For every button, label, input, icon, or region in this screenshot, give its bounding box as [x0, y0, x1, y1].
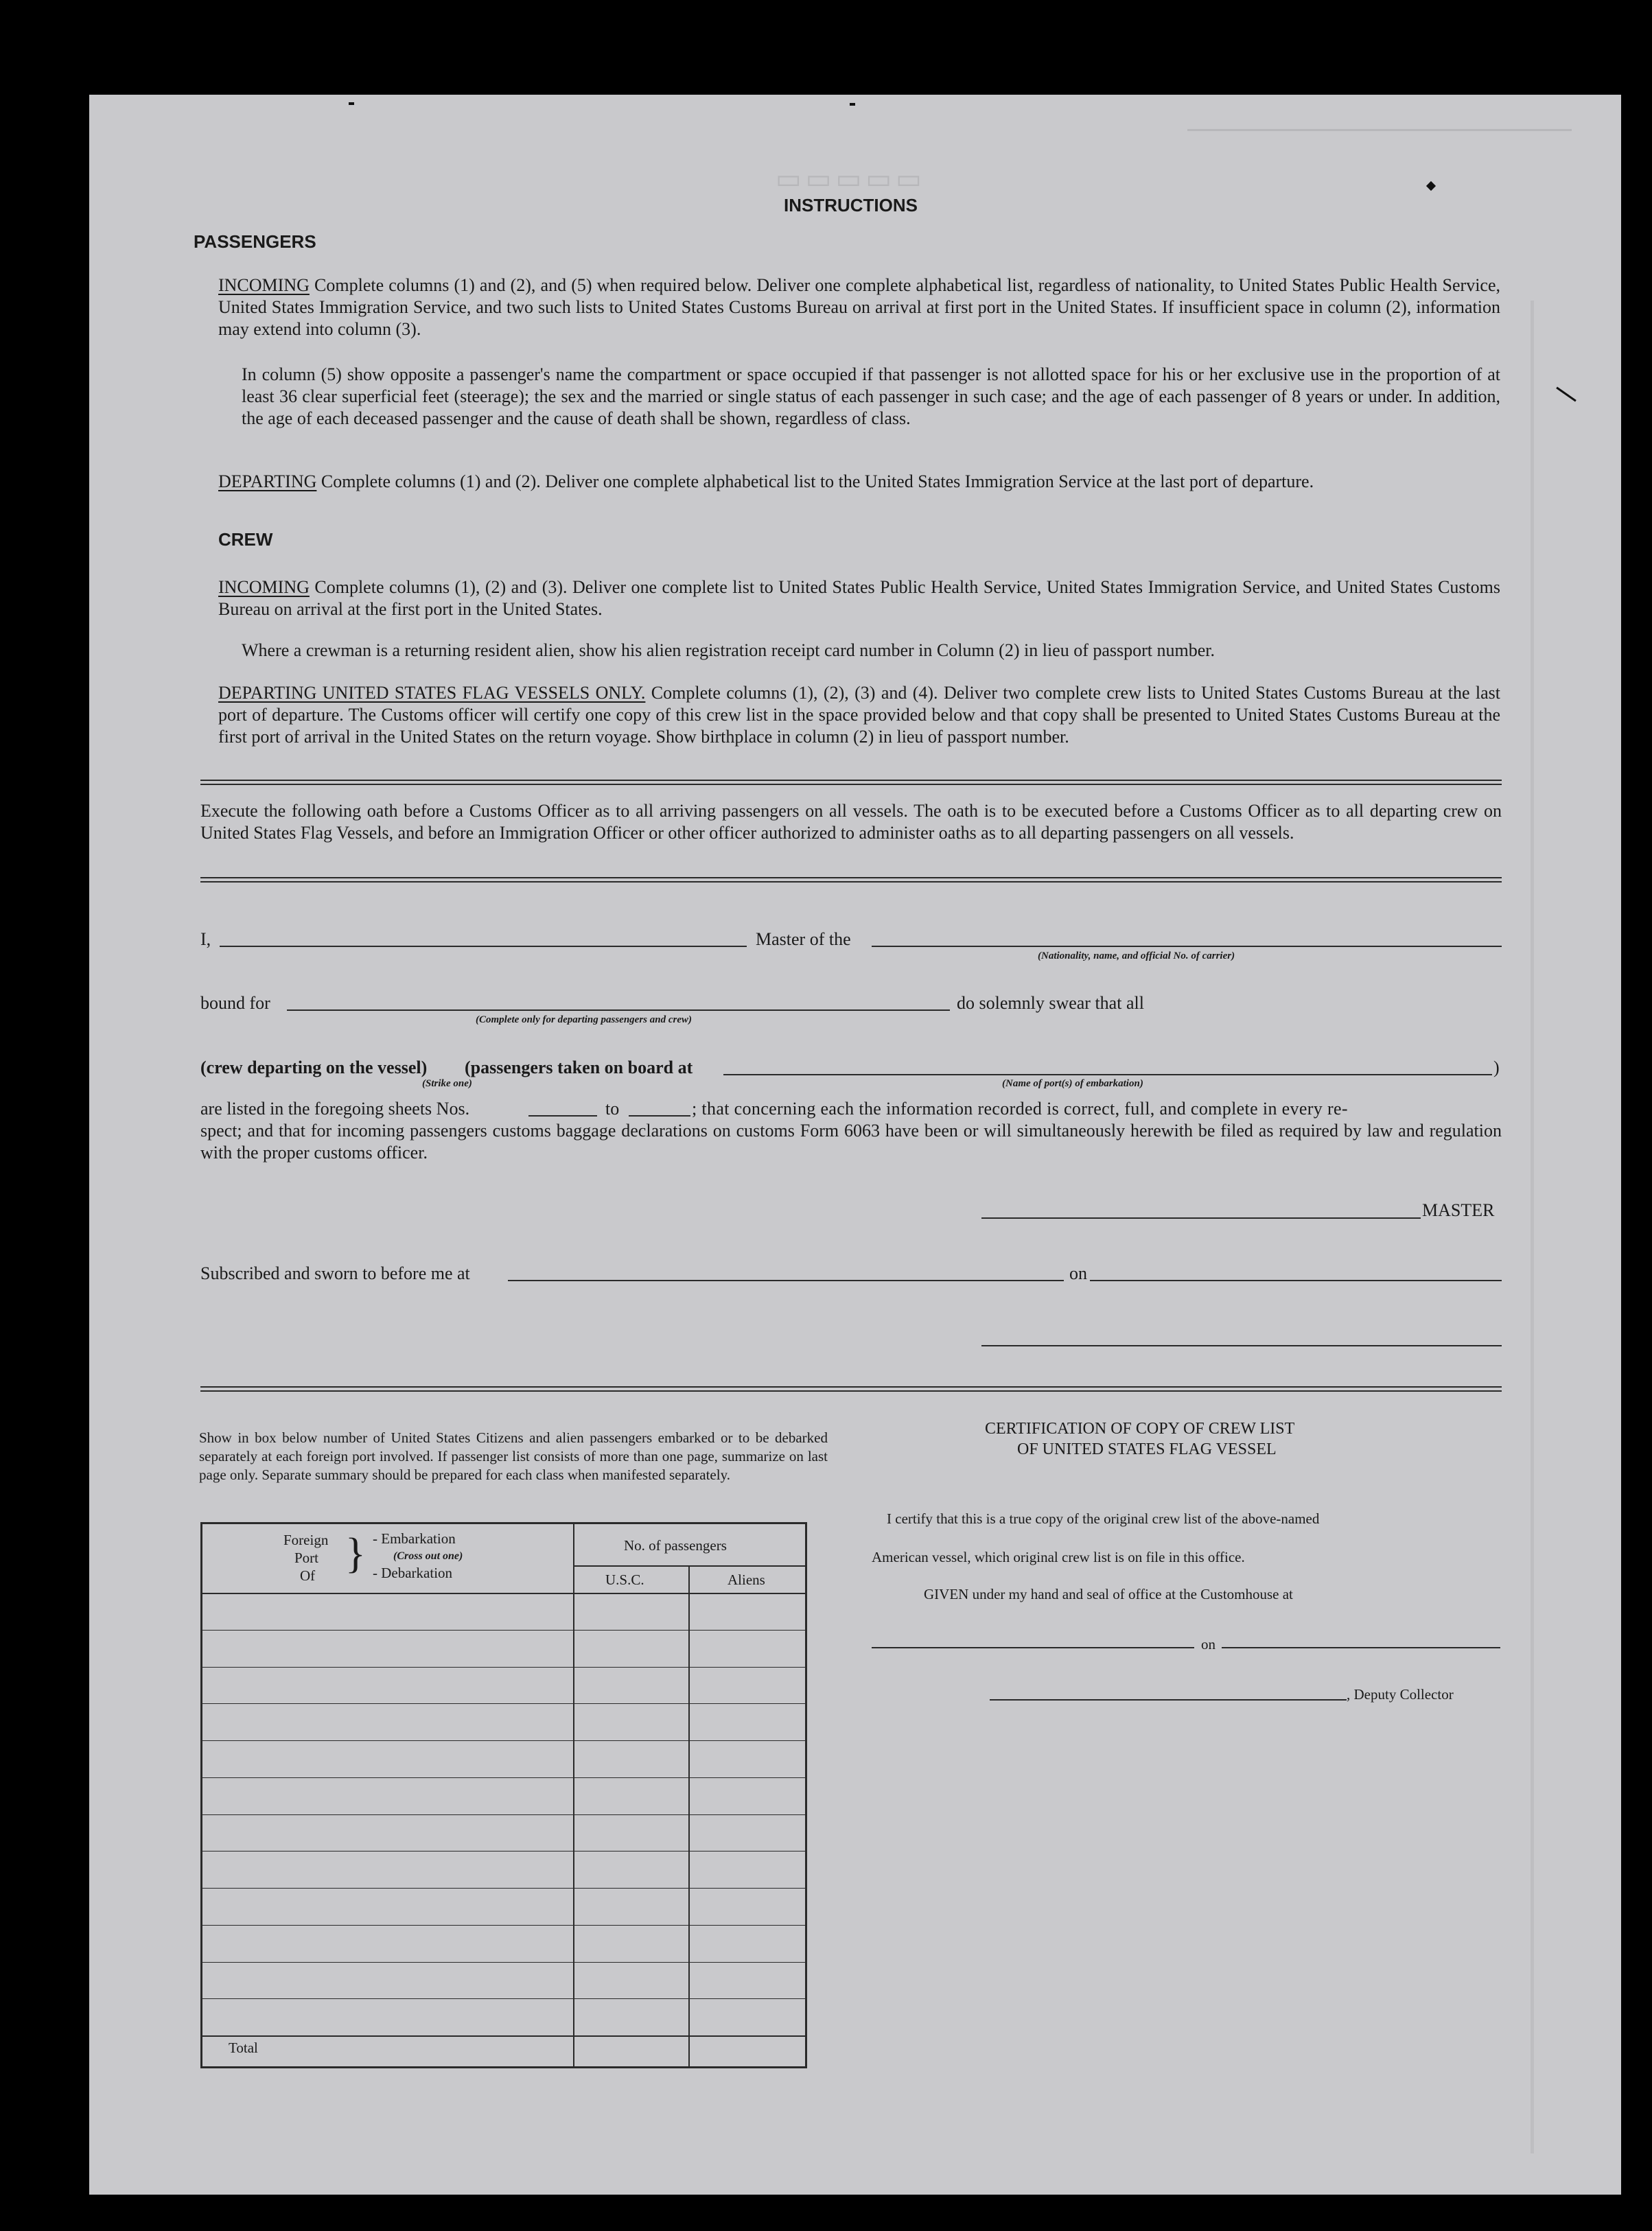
table-row-line: [202, 1888, 805, 1889]
usc-header: U.S.C.: [605, 1572, 644, 1588]
embarkation-port-field[interactable]: [723, 1074, 1492, 1075]
table-row-line: [202, 1777, 805, 1778]
customhouse-field[interactable]: [872, 1647, 1194, 1648]
listed-text-a: are listed in the foregoing sheets Nos.: [200, 1099, 470, 1119]
sworn-date-field[interactable]: [1090, 1280, 1502, 1281]
officer-signature-field[interactable]: [981, 1345, 1502, 1346]
sheet-to-field[interactable]: [629, 1115, 690, 1117]
passengers-incoming-label: INCOMING: [218, 275, 310, 295]
passengers-departing-label: DEPARTING: [218, 471, 317, 491]
table-row-line: [202, 1998, 805, 1999]
table-row-line: [202, 1667, 805, 1668]
table-divider: [688, 1565, 690, 2066]
certification-on-label: on: [1201, 1636, 1215, 1652]
crew-departing-label: DEPARTING UNITED STATES FLAG VESSELS ONLY.: [218, 683, 646, 703]
carrier-field[interactable]: [872, 946, 1502, 947]
no-of-passengers-header: No. of passengers: [624, 1537, 727, 1554]
table-row-line: [202, 1814, 805, 1815]
brace-glyph: }: [345, 1530, 366, 1577]
passengers-heading: PASSENGERS: [194, 231, 316, 252]
bound-for-note: (Complete only for departing passengers and crew): [476, 1014, 692, 1025]
section-divider: [200, 780, 1502, 785]
table-row-line: [202, 1851, 805, 1852]
passenger-summary-table: [200, 1522, 807, 2068]
listed-to: to: [605, 1099, 620, 1119]
table-row-line: [202, 1703, 805, 1704]
embarkation-option[interactable]: - Embarkation: [373, 1530, 456, 1547]
passengers-incoming-text: Complete columns (1) and (2), and (5) when required below. Deliver one complete alphabetical list, regardless of nationality, to United States Public Health Service, United States Immigration Service, and two such lists to United States Customs Bureau on arrival at first port in the United States. If insufficient space in column (2), information may extend into column (3).: [218, 275, 1501, 339]
master-name-field[interactable]: [220, 946, 747, 947]
table-divider: [573, 1565, 805, 1567]
bound-for-label: bound for: [200, 993, 270, 1013]
table-divider: [573, 1524, 574, 2066]
foreign-label: Foreign: [283, 1532, 329, 1548]
table-divider: [202, 2035, 805, 2037]
aliens-header: Aliens: [728, 1572, 765, 1588]
table-divider: [202, 1593, 805, 1594]
bleed-through-marks: ▭▭▭▭▭: [776, 163, 926, 195]
of-label: Of: [300, 1567, 316, 1584]
bleed-through-marks: [1187, 129, 1572, 186]
instructions-title: INSTRUCTIONS: [784, 195, 918, 215]
bleed-through-marks: [89, 232, 148, 2016]
listed-text-b: ; that concerning each the information recorded is correct, full, and complete in every re-: [692, 1099, 1348, 1119]
oath-i-label: I,: [200, 929, 211, 949]
oath-intro-paragraph: Execute the following oath before a Customs Officer as to all arriving passengers on all vessels. The oath is to be executed before a Customs Officer as to all departing crew on United States Flag Vessels, and before an Immigration Officer or other officer authorized to administer oaths as to all departing passengers on all vessels.: [200, 801, 1502, 843]
table-row-line: [202, 1740, 805, 1741]
deputy-collector-signature-field[interactable]: [990, 1699, 1347, 1701]
section-divider: [200, 1386, 1502, 1392]
port-label: Port: [294, 1550, 319, 1566]
swear-text: do solemnly swear that all: [957, 993, 1144, 1013]
crew-departing-paragraph: [218, 682, 1500, 748]
punch-mark: [850, 103, 855, 106]
sworn-place-field[interactable]: [508, 1280, 1064, 1281]
certify-line1: I certify that this is a true copy of the original crew list of the above-named: [887, 1510, 1320, 1527]
certification-title-line2: OF UNITED STATES FLAG VESSEL: [1017, 1440, 1277, 1458]
crew-departing-option[interactable]: (crew departing on the vessel): [200, 1058, 428, 1077]
table-row-line: [202, 1925, 805, 1926]
carrier-note: (Nationality, name, and official No. of carrier): [1038, 950, 1235, 961]
crew-departing-text: Complete columns (1), (2), (3) and (4). Deliver two complete crew lists to United States Customs Bureau at the last port of departure. The Customs officer will certify one copy of this crew list in the space provided below and that copy shall be presented to United States Customs Bureau at the first port of arrival in the United States on the return voyage. Show birthplace in column (2) in lieu of passport number.: [218, 683, 1500, 747]
deputy-collector-label: , Deputy Collector: [1347, 1686, 1454, 1703]
certification-title-line1: CERTIFICATION OF COPY OF CREW LIST: [985, 1420, 1295, 1438]
document-page: [89, 95, 1621, 2195]
total-label: Total: [229, 2040, 258, 2056]
port-note: (Name of port(s) of embarkation): [1002, 1078, 1143, 1089]
given-line: GIVEN under my hand and seal of office at the Customhouse at: [924, 1586, 1293, 1602]
certify-line2: American vessel, which original crew list is on file in this office.: [872, 1549, 1245, 1565]
crew-incoming-label: INCOMING: [218, 577, 310, 597]
master-label: MASTER: [1422, 1200, 1495, 1220]
passengers-incoming-paragraph: [218, 275, 1500, 340]
master-signature-field[interactable]: [981, 1217, 1421, 1219]
certification-date-field[interactable]: [1222, 1647, 1500, 1648]
listed-text-c: spect; and that for incoming passengers customs baggage declarations on customs Form 6063 have been or will simultaneously herewith be filed as required by law and regulation with the proper customs officer.: [200, 1121, 1502, 1163]
passengers-taken-option[interactable]: (passengers taken on board at: [465, 1058, 693, 1077]
crew-incoming-paragraph: [218, 576, 1500, 620]
table-row-line: [202, 1630, 805, 1631]
summary-instructions: Show in box below number of United States Citizens and alien passengers embarked or to be debarked separately at each foreign port involved. If passenger list consists of more than one page, summarize on last page only. Separate summary should be prepared for each class when manifested separately.: [199, 1429, 828, 1483]
crew-incoming-text: Complete columns (1), (2) and (3). Deliver one complete list to United States Public Health Service, United States Immigration Service, and United States Customs Bureau on arrival at the first port in the United States.: [218, 577, 1500, 619]
close-paren: ): [1493, 1058, 1500, 1077]
master-of-the-label: Master of the: [756, 929, 851, 949]
punch-mark: [349, 102, 354, 105]
table-row-line: [202, 1962, 805, 1963]
sheet-from-field[interactable]: [528, 1115, 597, 1117]
section-divider: [200, 877, 1502, 883]
sworn-on-label: on: [1069, 1263, 1087, 1283]
bleed-through-marks: [1531, 301, 1616, 2153]
cross-out-note: (Cross out one): [393, 1550, 463, 1562]
passengers-departing-paragraph: [218, 471, 1500, 493]
passengers-column5-paragraph: In column (5) show opposite a passenger's name the compartment or space occupied if that passenger is not allotted space for his or her exclusive use in the proportion of at least 36 clear superficial feet (steerage); the sex and the married or single status of each passenger in such case; and the age of each passenger of 8 years or under. In addition, the age of each deceased passenger and the cause of death shall be shown, regardless of class.: [242, 364, 1500, 428]
bound-for-field[interactable]: [287, 1009, 950, 1011]
crew-resident-paragraph: Where a crewman is a returning resident alien, show his alien registration receipt card number in Column (2) in lieu of passport number.: [242, 640, 1215, 660]
strike-note: (Strike one): [422, 1078, 472, 1089]
crew-heading: CREW: [218, 529, 273, 550]
passengers-departing-text: Complete columns (1) and (2). Deliver one complete alphabetical list to the United States Immigration Service at the last port of departure.: [321, 471, 1314, 491]
debarkation-option[interactable]: - Debarkation: [373, 1565, 453, 1581]
subscribed-label: Subscribed and sworn to before me at: [200, 1263, 470, 1283]
